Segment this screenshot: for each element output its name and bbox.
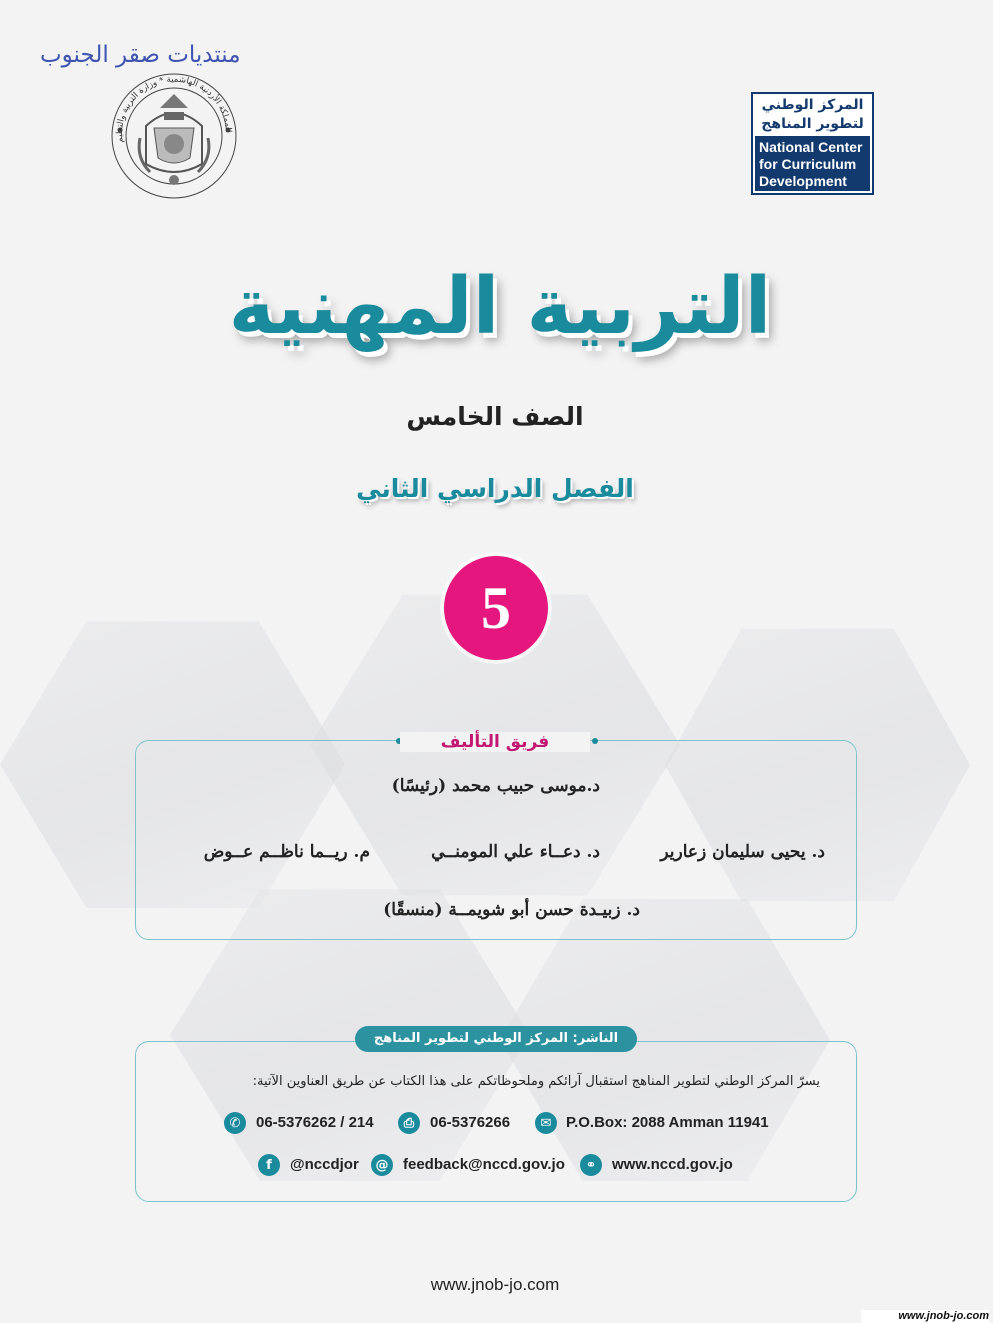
- at-icon: @: [371, 1154, 393, 1176]
- nccd-logo-english-line3: Development: [759, 173, 847, 189]
- nccd-logo: [751, 92, 874, 195]
- social-handle-link[interactable]: @nccdjor: [290, 1156, 359, 1173]
- book-title: التربية المهنية: [228, 262, 772, 352]
- publisher-tag: الناشر: المركز الوطني لتطوير المناهج: [355, 1026, 637, 1052]
- coordinator-author: د. زبيـدة حسن أبو شويمــة (منسقًا): [383, 900, 640, 920]
- nccd-logo-arabic-line1: المركز الوطني: [761, 97, 864, 113]
- head-author: د.موسى حبيب محمد (رئيسًا): [391, 776, 600, 796]
- authors-heading: فريق التأليف: [400, 732, 590, 752]
- fax-icon: ⎙: [398, 1112, 420, 1134]
- heading-dot-right: [592, 738, 598, 744]
- nccd-logo-arabic-line2: لتطوير المناهج: [761, 116, 864, 132]
- jordan-coat-of-arms-icon: [106, 68, 242, 204]
- nccd-logo-arabic: [757, 96, 868, 136]
- phone-text: 06-5376262 / 214: [256, 1114, 374, 1131]
- forum-label: منتديات صقر الجنوب: [40, 42, 241, 68]
- fax-text: 06-5376266: [430, 1114, 511, 1131]
- nccd-logo-english-line1: National Center: [759, 139, 863, 155]
- pobox-text: P.O.Box: 2088 Amman 11941: [566, 1114, 769, 1131]
- emblem-ring-text: المملكة الأردنية الهاشمية * وزارة التربية والتعليم: [114, 74, 233, 144]
- facebook-icon: f: [258, 1154, 280, 1176]
- nccd-logo-english-line2: for Curriculum: [759, 156, 857, 172]
- author-reema: م. ريــما ناظــم عــوض: [203, 842, 370, 862]
- link-icon: ⚭: [580, 1154, 602, 1176]
- watermark: www.jnob-jo.com: [861, 1310, 989, 1323]
- contact-intro: يسرّ المركز الوطني لتطوير المناهج استقبال آرائكم وملحوظاتكم على هذا الكتاب عن طريق العناوين الآتية:: [252, 1074, 820, 1089]
- grade-label: الصف الخامس: [406, 402, 584, 431]
- grade-number-badge: 5: [444, 556, 548, 660]
- mail-icon: ✉: [535, 1112, 557, 1134]
- author-yahya: د. يحيى سليمان زعارير: [660, 842, 825, 862]
- email-link[interactable]: feedback@nccd.gov.jo: [403, 1156, 565, 1173]
- website-link[interactable]: www.nccd.gov.jo: [612, 1156, 733, 1173]
- phone-icon: ✆: [224, 1112, 246, 1134]
- nccd-logo-english: [755, 136, 870, 191]
- author-duaa: د. دعــاء علي المومنــي: [431, 842, 600, 862]
- footer-url: www.jnob-jo.com: [430, 1275, 560, 1294]
- semester-label: الفصل الدراسي الثاني: [356, 474, 634, 503]
